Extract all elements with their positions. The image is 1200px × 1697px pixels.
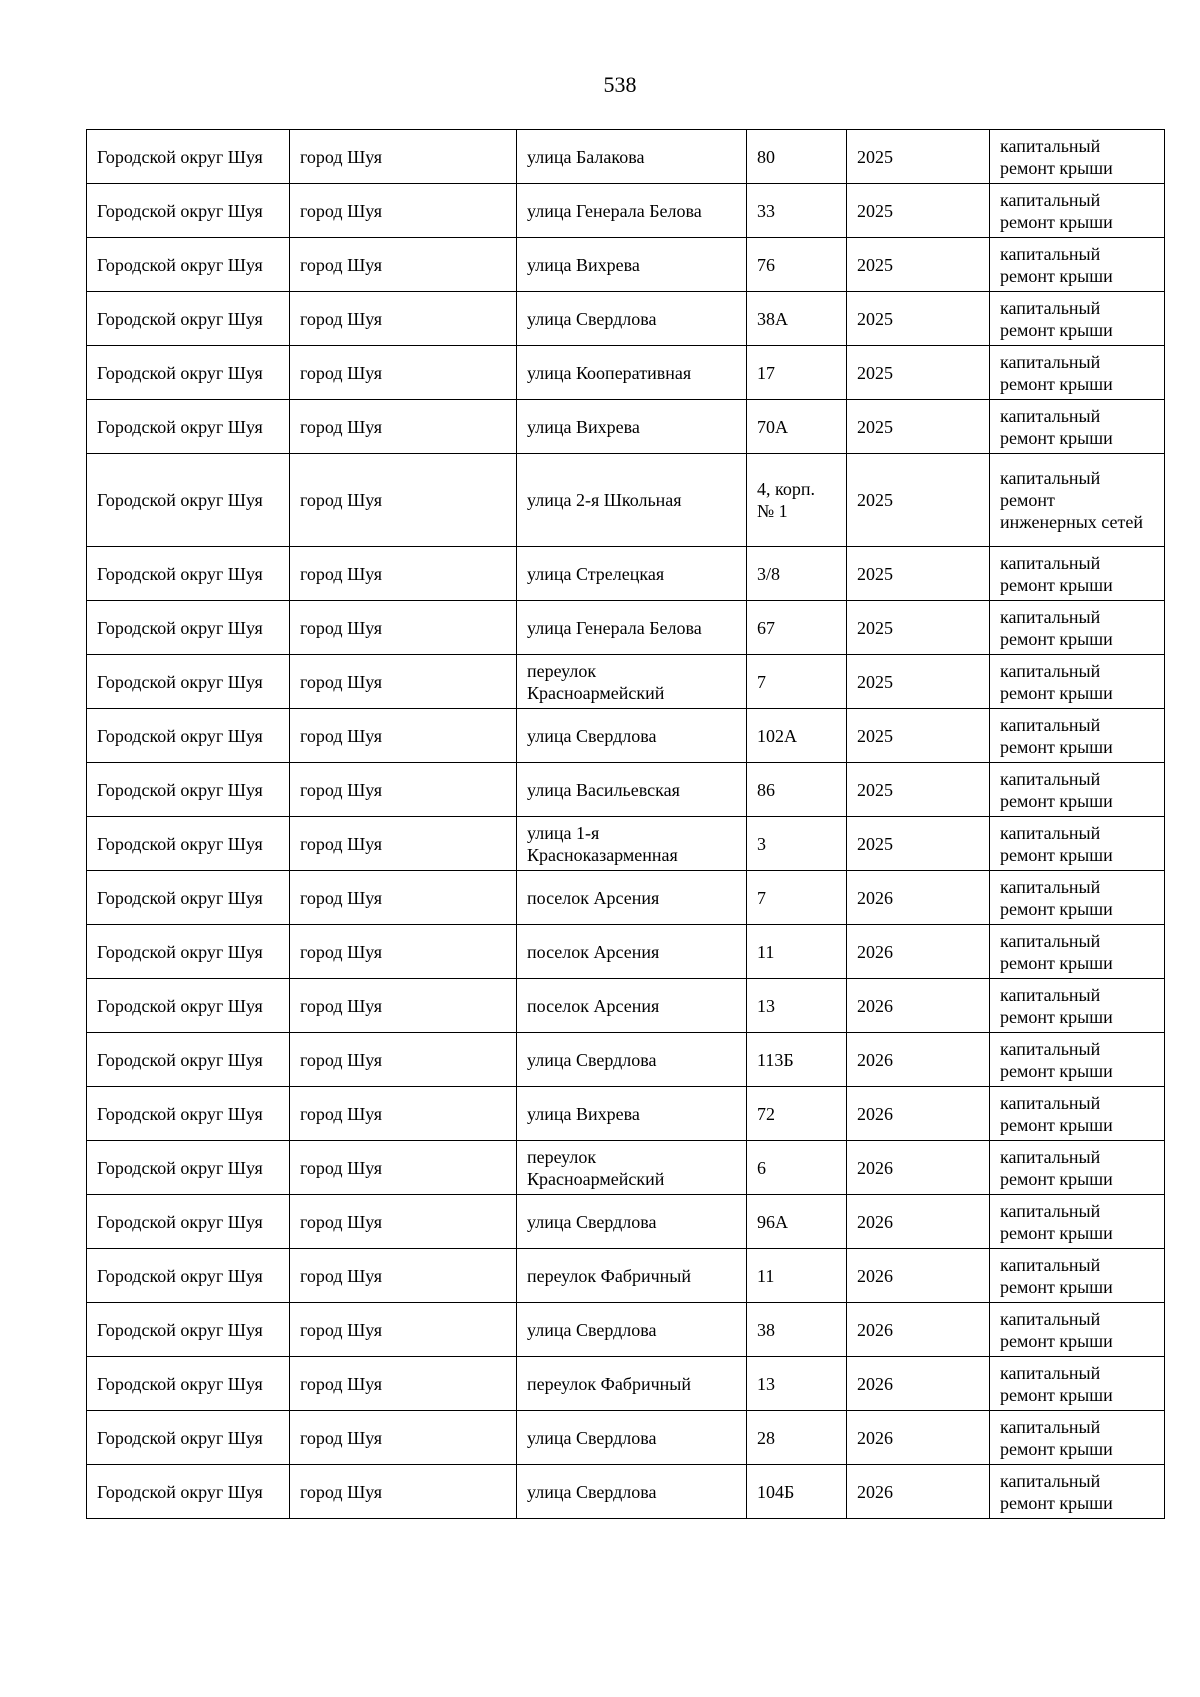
street-cell: улица Свердлова <box>517 292 747 346</box>
work-type-cell: капитальный ремонт инженерных сетей <box>990 454 1165 547</box>
city-cell: город Шуя <box>290 1303 517 1357</box>
table-row <box>87 547 1165 601</box>
district-cell: Городской округ Шуя <box>87 1195 290 1249</box>
table-row <box>87 1141 1165 1195</box>
house-number-cell: 70А <box>747 400 847 454</box>
table-row <box>87 130 1165 184</box>
house-number-cell: 7 <box>747 655 847 709</box>
year-cell: 2025 <box>847 184 990 238</box>
district-cell: Городской округ Шуя <box>87 130 290 184</box>
work-type-cell: капитальный ремонт крыши <box>990 1411 1165 1465</box>
street-cell: улица Вихрева <box>517 238 747 292</box>
city-cell: город Шуя <box>290 1411 517 1465</box>
table-row <box>87 709 1165 763</box>
street-cell: улица 1-я Красноказарменная <box>517 817 747 871</box>
table-row <box>87 292 1165 346</box>
city-cell: город Шуя <box>290 1141 517 1195</box>
street-cell: поселок Арсения <box>517 871 747 925</box>
work-type-cell: капитальный ремонт крыши <box>990 1465 1165 1519</box>
city-cell: город Шуя <box>290 292 517 346</box>
table-row <box>87 655 1165 709</box>
house-number-cell: 76 <box>747 238 847 292</box>
house-number-cell: 17 <box>747 346 847 400</box>
street-cell: поселок Арсения <box>517 925 747 979</box>
street-cell: улица Балакова <box>517 130 747 184</box>
year-cell: 2026 <box>847 1249 990 1303</box>
house-number-cell: 6 <box>747 1141 847 1195</box>
year-cell: 2025 <box>847 709 990 763</box>
city-cell: город Шуя <box>290 979 517 1033</box>
work-type-cell: капитальный ремонт крыши <box>990 601 1165 655</box>
house-number-cell: 72 <box>747 1087 847 1141</box>
work-type-cell: капитальный ремонт крыши <box>990 1033 1165 1087</box>
district-cell: Городской округ Шуя <box>87 1033 290 1087</box>
city-cell: город Шуя <box>290 130 517 184</box>
repair-registry-table <box>86 129 1165 1519</box>
table-row <box>87 1195 1165 1249</box>
work-type-cell: капитальный ремонт крыши <box>990 817 1165 871</box>
table-row <box>87 1087 1165 1141</box>
work-type-cell: капитальный ремонт крыши <box>990 1249 1165 1303</box>
work-type-cell: капитальный ремонт крыши <box>990 925 1165 979</box>
house-number-cell: 13 <box>747 1357 847 1411</box>
work-type-cell: капитальный ремонт крыши <box>990 346 1165 400</box>
district-cell: Городской округ Шуя <box>87 1411 290 1465</box>
table-row <box>87 1411 1165 1465</box>
table-body <box>87 130 1165 1519</box>
city-cell: город Шуя <box>290 1249 517 1303</box>
year-cell: 2026 <box>847 871 990 925</box>
house-number-cell: 86 <box>747 763 847 817</box>
district-cell: Городской округ Шуя <box>87 979 290 1033</box>
page-number: 538 <box>603 72 637 97</box>
year-cell: 2025 <box>847 547 990 601</box>
house-number-cell: 80 <box>747 130 847 184</box>
table-row <box>87 1249 1165 1303</box>
city-cell: город Шуя <box>290 1465 517 1519</box>
house-number-cell: 11 <box>747 925 847 979</box>
city-cell: город Шуя <box>290 184 517 238</box>
district-cell: Городской округ Шуя <box>87 454 290 547</box>
house-number-cell: 96А <box>747 1195 847 1249</box>
city-cell: город Шуя <box>290 1195 517 1249</box>
year-cell: 2025 <box>847 238 990 292</box>
district-cell: Городской округ Шуя <box>87 709 290 763</box>
house-number-cell: 102А <box>747 709 847 763</box>
house-number-cell: 11 <box>747 1249 847 1303</box>
table-row <box>87 763 1165 817</box>
city-cell: город Шуя <box>290 1087 517 1141</box>
house-number-cell: 28 <box>747 1411 847 1465</box>
work-type-cell: капитальный ремонт крыши <box>990 1087 1165 1141</box>
year-cell: 2026 <box>847 979 990 1033</box>
street-cell: улица Стрелецкая <box>517 547 747 601</box>
work-type-cell: капитальный ремонт крыши <box>990 1357 1165 1411</box>
street-cell: улица Свердлова <box>517 1033 747 1087</box>
work-type-cell: капитальный ремонт крыши <box>990 763 1165 817</box>
city-cell: город Шуя <box>290 400 517 454</box>
house-number-cell: 3 <box>747 817 847 871</box>
house-number-cell: 3/8 <box>747 547 847 601</box>
year-cell: 2025 <box>847 292 990 346</box>
district-cell: Городской округ Шуя <box>87 1141 290 1195</box>
year-cell: 2026 <box>847 1411 990 1465</box>
street-cell: переулок Фабричный <box>517 1249 747 1303</box>
city-cell: город Шуя <box>290 1357 517 1411</box>
work-type-cell: капитальный ремонт крыши <box>990 1141 1165 1195</box>
street-cell: улица Генерала Белова <box>517 184 747 238</box>
year-cell: 2026 <box>847 1195 990 1249</box>
district-cell: Городской округ Шуя <box>87 547 290 601</box>
city-cell: город Шуя <box>290 547 517 601</box>
street-cell: улица Васильевская <box>517 763 747 817</box>
year-cell: 2025 <box>847 454 990 547</box>
street-cell: улица 2-я Школьная <box>517 454 747 547</box>
district-cell: Городской округ Шуя <box>87 817 290 871</box>
city-cell: город Шуя <box>290 238 517 292</box>
year-cell: 2025 <box>847 763 990 817</box>
city-cell: город Шуя <box>290 871 517 925</box>
city-cell: город Шуя <box>290 601 517 655</box>
city-cell: город Шуя <box>290 1033 517 1087</box>
city-cell: город Шуя <box>290 655 517 709</box>
year-cell: 2026 <box>847 1141 990 1195</box>
district-cell: Городской округ Шуя <box>87 346 290 400</box>
year-cell: 2026 <box>847 925 990 979</box>
table-row <box>87 346 1165 400</box>
city-cell: город Шуя <box>290 454 517 547</box>
table-row <box>87 454 1165 547</box>
street-cell: переулок Фабричный <box>517 1357 747 1411</box>
year-cell: 2025 <box>847 130 990 184</box>
street-cell: улица Свердлова <box>517 1303 747 1357</box>
house-number-cell: 38А <box>747 292 847 346</box>
work-type-cell: капитальный ремонт крыши <box>990 292 1165 346</box>
house-number-cell: 67 <box>747 601 847 655</box>
table-row <box>87 238 1165 292</box>
table-row <box>87 400 1165 454</box>
year-cell: 2025 <box>847 655 990 709</box>
district-cell: Городской округ Шуя <box>87 871 290 925</box>
house-number-cell: 104Б <box>747 1465 847 1519</box>
district-cell: Городской округ Шуя <box>87 1087 290 1141</box>
district-cell: Городской округ Шуя <box>87 1357 290 1411</box>
table-row <box>87 184 1165 238</box>
work-type-cell: капитальный ремонт крыши <box>990 238 1165 292</box>
street-cell: улица Свердлова <box>517 1465 747 1519</box>
house-number-cell: 38 <box>747 1303 847 1357</box>
table-row <box>87 1465 1165 1519</box>
house-number-cell: 7 <box>747 871 847 925</box>
work-type-cell: капитальный ремонт крыши <box>990 184 1165 238</box>
house-number-cell: 33 <box>747 184 847 238</box>
district-cell: Городской округ Шуя <box>87 400 290 454</box>
district-cell: Городской округ Шуя <box>87 763 290 817</box>
year-cell: 2026 <box>847 1303 990 1357</box>
city-cell: город Шуя <box>290 346 517 400</box>
work-type-cell: капитальный ремонт крыши <box>990 1195 1165 1249</box>
work-type-cell: капитальный ремонт крыши <box>990 709 1165 763</box>
district-cell: Городской округ Шуя <box>87 1465 290 1519</box>
district-cell: Городской округ Шуя <box>87 184 290 238</box>
street-cell: переулок Красноармейский <box>517 1141 747 1195</box>
district-cell: Городской округ Шуя <box>87 1249 290 1303</box>
year-cell: 2026 <box>847 1033 990 1087</box>
street-cell: улица Вихрева <box>517 1087 747 1141</box>
table-row <box>87 1357 1165 1411</box>
table-row <box>87 979 1165 1033</box>
street-cell: улица Вихрева <box>517 400 747 454</box>
district-cell: Городской округ Шуя <box>87 238 290 292</box>
year-cell: 2026 <box>847 1087 990 1141</box>
district-cell: Городской округ Шуя <box>87 1303 290 1357</box>
table-row <box>87 601 1165 655</box>
work-type-cell: капитальный ремонт крыши <box>990 400 1165 454</box>
house-number-cell: 113Б <box>747 1033 847 1087</box>
district-cell: Городской округ Шуя <box>87 925 290 979</box>
year-cell: 2025 <box>847 601 990 655</box>
district-cell: Городской округ Шуя <box>87 655 290 709</box>
house-number-cell: 4, корп. № 1 <box>747 454 847 547</box>
year-cell: 2025 <box>847 817 990 871</box>
table-row <box>87 925 1165 979</box>
street-cell: улица Кооперативная <box>517 346 747 400</box>
table-row <box>87 817 1165 871</box>
house-number-cell: 13 <box>747 979 847 1033</box>
street-cell: улица Свердлова <box>517 1411 747 1465</box>
city-cell: город Шуя <box>290 763 517 817</box>
table-row <box>87 1303 1165 1357</box>
district-cell: Городской округ Шуя <box>87 601 290 655</box>
year-cell: 2025 <box>847 346 990 400</box>
table-row <box>87 871 1165 925</box>
work-type-cell: капитальный ремонт крыши <box>990 130 1165 184</box>
district-cell: Городской округ Шуя <box>87 292 290 346</box>
city-cell: город Шуя <box>290 817 517 871</box>
work-type-cell: капитальный ремонт крыши <box>990 871 1165 925</box>
street-cell: улица Генерала Белова <box>517 601 747 655</box>
work-type-cell: капитальный ремонт крыши <box>990 547 1165 601</box>
table-row <box>87 1033 1165 1087</box>
work-type-cell: капитальный ремонт крыши <box>990 1303 1165 1357</box>
street-cell: поселок Арсения <box>517 979 747 1033</box>
year-cell: 2026 <box>847 1357 990 1411</box>
city-cell: город Шуя <box>290 709 517 763</box>
year-cell: 2025 <box>847 400 990 454</box>
work-type-cell: капитальный ремонт крыши <box>990 655 1165 709</box>
street-cell: улица Свердлова <box>517 709 747 763</box>
year-cell: 2026 <box>847 1465 990 1519</box>
street-cell: улица Свердлова <box>517 1195 747 1249</box>
work-type-cell: капитальный ремонт крыши <box>990 979 1165 1033</box>
street-cell: переулок Красноармейский <box>517 655 747 709</box>
city-cell: город Шуя <box>290 925 517 979</box>
